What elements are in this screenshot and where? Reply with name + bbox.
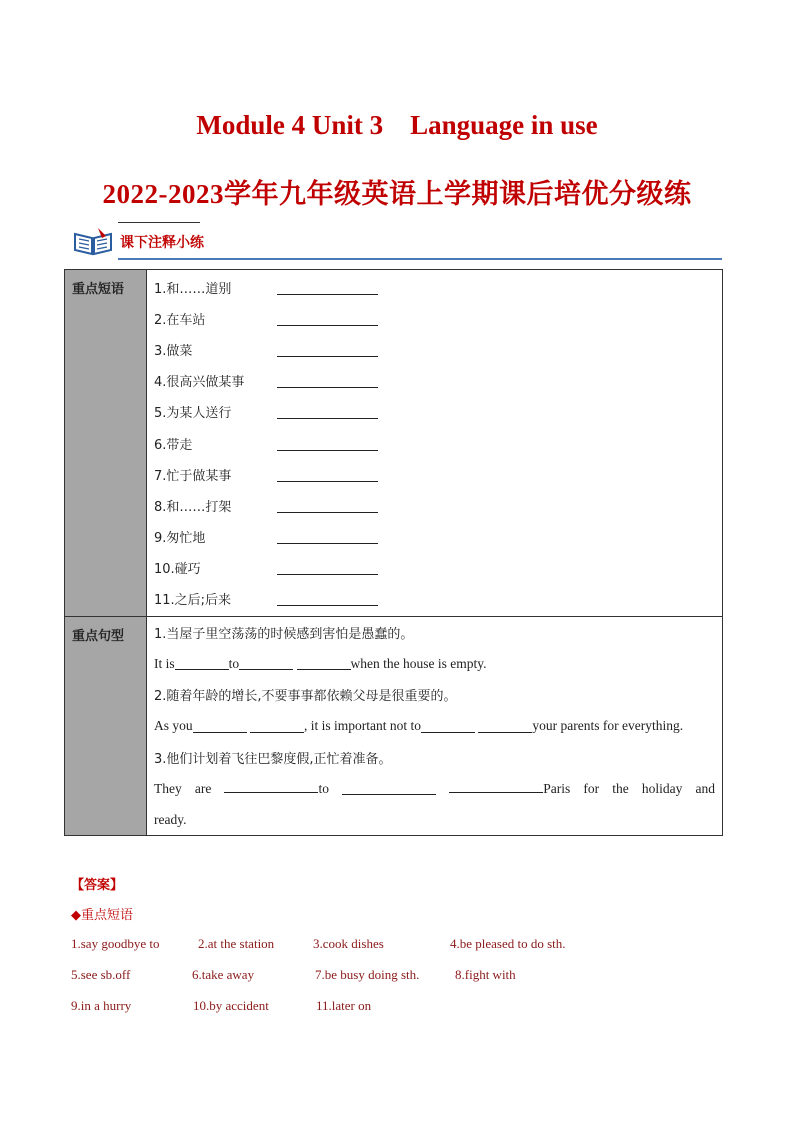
phrase-row [154,427,715,458]
phrase-row [154,459,715,490]
text: to [228,655,240,671]
answers-subheading: ◆重点短语 [71,908,133,923]
phrase-blank[interactable] [277,591,378,606]
blank[interactable] [175,657,229,670]
text: are [194,780,212,796]
sentence-2-en [154,711,715,742]
exercise-table [64,269,723,836]
phrases-label: 重点短语 [65,270,147,617]
phrases-cell [147,270,723,617]
phrase-blank[interactable] [277,280,378,295]
blank[interactable] [250,720,304,733]
blank[interactable] [478,720,532,733]
phrase-prompt: 8.和……打架 [154,499,232,515]
phrase-row [154,521,715,552]
answer-item: 10.by accident [193,998,269,1013]
phrase-row [154,396,715,427]
phrase-blank[interactable] [277,467,378,482]
sentence-1-cn: 1.当屋子里空荡荡的时候感到害怕是愚蠢的。 [154,627,414,643]
answer-item: 5.see sb.off [71,967,131,982]
sentences-label: 重点句型 [65,617,147,836]
phrase-row [154,583,715,614]
title-line-2: 2022-2023学年九年级英语上学期课后培优分级练 [102,179,692,209]
phrase-prompt: 5.为某人送行 [154,406,232,422]
sentence-3-en-end: ready. [154,811,187,827]
phrase-prompt: 1.和……道别 [154,282,232,298]
phrase-prompt: 11.之后;后来 [154,592,232,608]
blank[interactable] [449,780,543,793]
phrase-row [154,272,715,303]
answer-item: 11.later on [316,998,372,1013]
phrases-row [65,270,723,617]
phrase-row [154,334,715,365]
blank[interactable] [421,720,475,733]
phrase-prompt: 3.做菜 [154,344,193,360]
text: holiday [641,780,683,796]
text: and [695,780,715,796]
answer-item: 7.be busy doing sth. [315,967,420,982]
phrase-blank[interactable] [277,342,378,357]
text: , it is important not to [304,718,422,734]
section-rule [118,258,722,260]
phrase-row [154,303,715,334]
blank[interactable] [193,720,247,733]
section-title: 课下注释小练 [120,235,204,251]
sentence-3-cn: 3.他们计划着飞往巴黎度假,正忙着准备。 [154,751,392,767]
text: It is [154,655,175,671]
phrase-prompt: 4.很高兴做某事 [154,375,245,391]
phrase-blank[interactable] [277,404,378,419]
answers-row-1 [71,936,721,954]
answer-item: 4.be pleased to do sth. [450,936,566,951]
text: the [612,780,629,796]
blank[interactable] [224,780,318,793]
text: when the house is empty. [350,655,487,671]
phrase-blank[interactable] [277,560,378,575]
answer-item: 3.cook dishes [313,936,384,951]
text: to [318,781,329,797]
phrase-prompt: 6.带走 [154,437,193,453]
title-line-1: Module 4 Unit 3 Language in use [196,110,598,140]
answer-item: 6.take away [192,967,255,982]
phrase-blank[interactable] [277,498,378,513]
answers-heading: 【答案】 [71,878,124,893]
phrase-row [154,365,715,396]
phrase-row [154,552,715,583]
text: They [154,780,182,796]
sentences-cell [147,617,723,836]
sentence-3-en [154,773,715,804]
answer-item: 8.fight with [455,967,516,982]
answer-item: 2.at the station [198,936,275,951]
phrase-blank[interactable] [277,529,378,544]
phrase-prompt: 2.在车站 [154,313,206,329]
blank[interactable] [297,657,351,670]
phrase-row [154,490,715,521]
phrase-prompt: 7.忙于做某事 [154,468,232,484]
sentence-1-en [154,648,715,679]
section-overline [118,222,200,223]
text: As you [154,718,193,734]
answers-row-3 [71,998,721,1016]
sentences-row [65,617,723,836]
sentence-2-cn: 2.随着年龄的增长,不要事事都依赖父母是很重要的。 [154,689,457,705]
phrase-blank[interactable] [277,311,378,326]
phrase-prompt: 9.匆忙地 [154,530,206,546]
open-book-icon [72,226,114,256]
phrase-blank[interactable] [277,373,378,388]
text: for [583,780,600,796]
blank[interactable] [239,657,293,670]
text: your parents for everything. [532,718,684,734]
answers-row-2 [71,967,721,985]
answer-item: 9.in a hurry [71,998,132,1013]
blank[interactable] [342,782,436,795]
text: Paris [543,781,571,797]
phrase-prompt: 10.碰巧 [154,561,201,577]
phrase-blank[interactable] [277,436,378,451]
answer-item: 1.say goodbye to [71,936,160,951]
